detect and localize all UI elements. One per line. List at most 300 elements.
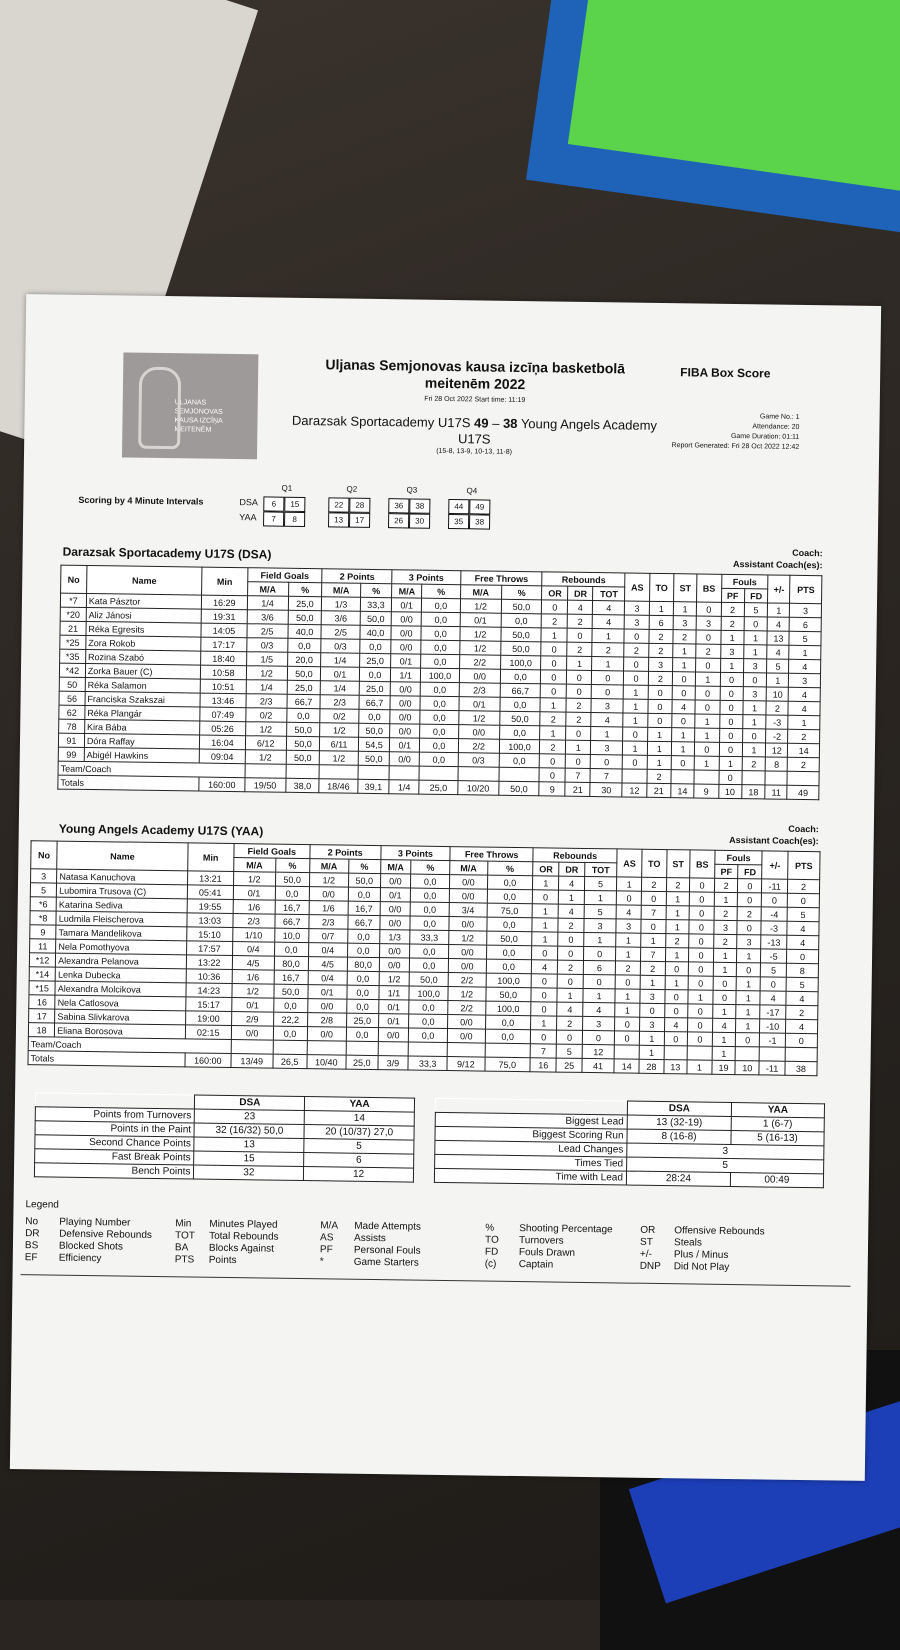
total-cell: 13/49	[231, 1054, 273, 1069]
stat-cell: 0	[719, 770, 742, 784]
total-cell: 26,5	[273, 1054, 307, 1068]
stat-cell: 1	[649, 601, 673, 615]
divider	[21, 1274, 851, 1287]
quarter-label: Q1	[281, 483, 293, 493]
stat-cell: 2	[540, 740, 566, 754]
quarter-label: Q2	[346, 484, 358, 494]
total-cell: 13	[664, 1060, 688, 1074]
stat-cell: 4	[787, 935, 819, 949]
stat-cell: 4	[531, 960, 557, 974]
stat-cell: 7	[565, 768, 590, 782]
stat-cell: 1	[695, 728, 720, 742]
legend-value: Captain	[518, 1259, 554, 1271]
column-header: +/-	[762, 851, 788, 879]
column-subheader: %	[411, 860, 450, 875]
total-cell: 14	[614, 1059, 639, 1073]
stat-cell: 0,0	[359, 709, 391, 723]
stat-cell: 0	[532, 890, 558, 904]
stat-cell: 0	[787, 893, 819, 907]
stat-cell: 0/0	[450, 875, 488, 890]
stat-cell: 2	[566, 712, 591, 726]
stat-cell: 0	[744, 617, 768, 631]
total-cell: 160:00	[199, 777, 245, 792]
legend-value: Personal Fouls	[353, 1244, 421, 1257]
column-header: Name	[86, 565, 202, 595]
stat-cell: 0,0	[421, 612, 460, 627]
team2-coaches: Coach: Assistant Coach(es):	[729, 823, 819, 847]
stat-cell: 19:55	[187, 899, 233, 914]
team1-box-table	[57, 565, 822, 801]
stat-cell: 0	[592, 671, 624, 685]
stat-cell: 1	[624, 685, 649, 699]
stat-cell: 1	[541, 628, 567, 642]
legend-value: Plus / Minus	[673, 1249, 729, 1261]
empty-cell	[499, 767, 540, 782]
stat-cell: 0,0	[420, 710, 459, 725]
team1-coaches: Coach: Assistant Coach(es):	[732, 547, 823, 571]
stat-cell: *8	[30, 911, 56, 925]
stat-cell: 0,0	[411, 874, 450, 889]
stat-cell: 4	[593, 615, 625, 629]
stat-cell: 0	[689, 920, 714, 934]
stat-cell: 3	[737, 935, 761, 949]
stat-cell: 0/0	[380, 916, 411, 930]
stat-cell: 0	[785, 1033, 817, 1047]
stat-cell: 0/7	[308, 929, 347, 944]
legend-key: No	[25, 1216, 39, 1228]
stat-cell: 18:40	[201, 651, 247, 666]
stat-cell: 0	[672, 686, 695, 700]
stat-cell: 1/2	[233, 872, 275, 887]
stat-cell: 0	[688, 962, 713, 976]
stat-cell: 02:15	[185, 1025, 231, 1040]
stat-cell: 80,0	[274, 956, 308, 970]
stat-cell: 0	[713, 976, 737, 990]
stat-cell: 1	[532, 918, 558, 932]
stat-cell: 2	[649, 629, 673, 643]
stat-cell: 0/1	[391, 654, 421, 668]
empty-cell	[245, 764, 286, 779]
quarter-label: Q3	[406, 485, 418, 495]
stat-cell: 19:00	[185, 1011, 231, 1026]
stat-cell: 1/2	[449, 931, 487, 946]
stat-cell: 7	[530, 1044, 556, 1058]
stat-cell: 4	[785, 1019, 817, 1033]
stat-cell: 2/3	[233, 914, 275, 929]
stat-cell: 0	[736, 1033, 760, 1047]
stat-cell: 1	[647, 727, 671, 741]
stat-cell: 25,0	[288, 596, 322, 610]
stat-cell: 0	[696, 630, 721, 644]
stat-cell: 6	[583, 960, 616, 974]
stat-cell: 14:23	[186, 983, 232, 998]
stat-cell: 3	[789, 673, 821, 687]
stat-cell: 1	[623, 699, 648, 713]
stat-cell: 1/10	[233, 928, 275, 943]
stat-cell: 1	[566, 740, 591, 754]
stat-cell: 3	[720, 644, 743, 658]
stat-cell: 0/0	[379, 958, 410, 972]
stat-cell: 4	[593, 601, 625, 615]
interval-score: 35	[448, 514, 469, 529]
stat-cell: 0	[695, 700, 720, 714]
empty-cell	[735, 1047, 759, 1061]
stat-cell: 2	[786, 1005, 818, 1019]
stat-cell: 13	[767, 631, 789, 645]
player-name: Natasa Kanuchova	[57, 869, 188, 885]
team2-title: Young Angels Academy U17S (YAA)	[58, 821, 264, 839]
empty-cell	[231, 1040, 273, 1055]
stat-cell: 0	[624, 671, 649, 685]
stat-cell: 0	[648, 713, 672, 727]
stat-cell: 1/6	[309, 901, 348, 916]
stat-cell: 0	[592, 685, 624, 699]
stat-row: Points from Turnovers 23 14	[35, 1107, 414, 1126]
column-header: Free Throws	[460, 571, 542, 586]
empty-cell	[358, 765, 390, 779]
stat-cell: 1/2	[320, 751, 359, 766]
stat-cell: 1/2	[245, 722, 286, 737]
stat-cell: 13:21	[187, 871, 233, 886]
stat-cell: 1	[540, 726, 566, 740]
empty-cell	[447, 1043, 485, 1058]
stat-cell: 6/12	[245, 736, 286, 751]
stat-cell: 6/11	[320, 737, 359, 752]
stat-cell: 5	[556, 1044, 582, 1058]
legend-value: Blocked Shots	[58, 1240, 123, 1253]
column-header: PTS	[790, 575, 822, 603]
stat-cell: 2	[557, 1016, 583, 1030]
stat-cell: 1/2	[460, 641, 501, 656]
stat-cell: 1	[673, 658, 696, 672]
stat-cell: 1	[533, 876, 559, 890]
quarter-scores: (15-8, 13-9, 10-13, 11-8)	[436, 447, 513, 456]
stat-cell: 25,0	[346, 1013, 378, 1027]
empty-cell	[787, 771, 819, 785]
stat-cell: 3	[31, 869, 57, 883]
column-header: Min	[202, 567, 248, 596]
stat-cell: 14:05	[201, 623, 247, 638]
stat-cell: 2	[648, 671, 672, 685]
stat-cell: 0,0	[501, 613, 542, 628]
stat-cell: 100,0	[421, 668, 460, 683]
stat-cell: 4	[767, 645, 789, 659]
stat-cell: 7	[641, 947, 666, 961]
stat-cell: 3/6	[247, 610, 288, 625]
stat-cell: 1	[641, 933, 666, 947]
player-name: Réka Plangár	[85, 705, 200, 721]
stat-cell: 4	[616, 905, 641, 919]
stat-cell: 2/5	[247, 624, 288, 639]
stat-cell: 0	[615, 1017, 640, 1031]
stat-cell: 1/3	[379, 930, 410, 944]
stat-cell: 1	[743, 645, 767, 659]
stat-cell: 75,0	[487, 903, 533, 918]
stat-cell: 1	[559, 890, 585, 904]
stat-cell: 2/9	[231, 1012, 273, 1027]
stat-cell: 0/0	[449, 945, 487, 960]
column-header: AS	[617, 849, 642, 877]
stat-cell: 50,0	[287, 666, 321, 680]
legend-key: (c)	[484, 1258, 497, 1270]
stat-cell: -11	[762, 879, 788, 893]
stat-cell: 0/1	[232, 998, 274, 1013]
stat-cell: 0	[687, 1032, 712, 1046]
stat-cell: 2/3	[320, 695, 359, 710]
stat-cell: 12	[582, 1044, 615, 1058]
stat-cell: 1/2	[309, 873, 348, 888]
empty-cell	[389, 766, 419, 780]
total-cell: 21	[565, 782, 590, 796]
stat-cell: 1	[736, 1019, 760, 1033]
stat-row: Times Tied 5	[435, 1154, 824, 1173]
stat-cell: 0,0	[486, 959, 532, 974]
stat-cell: 16:04	[200, 735, 246, 750]
stat-cell: 1	[666, 920, 690, 934]
stat-cell: 10,0	[274, 928, 308, 942]
stat-cell: 0	[648, 699, 672, 713]
column-header: BS	[690, 850, 715, 878]
legend-key: EF	[24, 1252, 38, 1264]
stat-cell: 1	[736, 991, 760, 1005]
stat-cell: 2	[714, 906, 738, 920]
stat-cell: 0	[617, 891, 642, 905]
stat-cell: 3	[743, 659, 767, 673]
total-cell: 18/46	[319, 779, 358, 794]
stat-cell: 0	[694, 742, 719, 756]
stat-cell: 0,0	[409, 1014, 448, 1029]
total-cell: 28	[639, 1059, 664, 1073]
stat-cell: 1	[743, 701, 767, 715]
legend-key: TO	[485, 1234, 499, 1246]
stat-cell: 2	[649, 643, 673, 657]
stat-cell: 0/1	[392, 598, 422, 612]
total-cell: 10/20	[458, 781, 499, 796]
stat-cell: 3	[616, 919, 641, 933]
total-cell: 16	[530, 1058, 556, 1072]
column-subheader: M/A	[309, 859, 348, 874]
stat-cell: 17	[29, 1009, 55, 1023]
stat-cell: 1	[721, 630, 744, 644]
stat-cell: 1	[583, 988, 616, 1002]
player-name: Nela Catlosova	[55, 995, 186, 1011]
stat-cell: 4	[712, 1018, 736, 1032]
stat-cell: 2	[642, 877, 667, 891]
column-subheader: M/A	[380, 860, 411, 874]
stat-cell: 2	[624, 643, 649, 657]
stat-cell: 0,0	[485, 1015, 531, 1030]
stat-cell: 0	[583, 946, 616, 960]
stat-cell: 1	[532, 904, 558, 918]
legend-value: Did Not Play	[673, 1261, 730, 1273]
stat-cell: 0/0	[448, 1029, 486, 1044]
stat-cell: 33,3	[410, 930, 449, 945]
column-header: 2 Points	[322, 569, 392, 584]
stat-cell: 0	[640, 1003, 665, 1017]
player-name: Dóra Raffay	[84, 733, 199, 749]
stat-cell: 0,0	[346, 1027, 378, 1041]
stat-cell: 2	[742, 757, 766, 771]
stat-cell: 0	[623, 755, 648, 769]
stat-cell: 80,0	[347, 957, 379, 971]
empty-cell	[346, 1041, 378, 1055]
team-label-dsa: DSA	[239, 497, 258, 508]
stat-cell: 1/6	[233, 900, 275, 915]
stat-cell: 0	[623, 727, 648, 741]
stat-cell: 0/1	[378, 1000, 409, 1014]
stat-cell: 3	[591, 741, 623, 755]
stat-cell: 10:51	[200, 679, 246, 694]
stat-cell: 0	[541, 684, 567, 698]
game-date: Fri 28 Oct 2022 Start time: 11:19	[424, 395, 526, 405]
stat-cell: 1	[742, 743, 766, 757]
legend-value: Turnovers	[519, 1235, 564, 1247]
empty-cell	[687, 1046, 712, 1060]
stat-cell: 0/0	[391, 626, 421, 640]
stat-cell: 4	[788, 701, 820, 715]
stat-cell: 1	[768, 603, 790, 617]
column-header: TO	[649, 573, 674, 601]
stat-cell: 5	[786, 977, 818, 991]
total-cell: 160:00	[185, 1053, 231, 1068]
stat-cell: 66,7	[359, 695, 391, 709]
stat-cell: 4	[672, 700, 695, 714]
legend-value: Total Rebounds	[209, 1230, 279, 1243]
empty-cell	[419, 766, 458, 781]
stat-cell: 0/0	[458, 725, 499, 740]
total-cell: 41	[582, 1058, 615, 1072]
stat-cell: 7	[590, 769, 622, 783]
stat-row: Lead Changes 3	[435, 1140, 824, 1159]
box-score-sheet	[10, 294, 881, 1481]
stat-cell: 2	[567, 642, 592, 656]
stat-cell: 17:17	[201, 637, 247, 652]
stat-cell: 0/3	[321, 639, 360, 654]
stat-cell: 6	[790, 617, 822, 631]
stat-cell: 0	[558, 946, 584, 960]
column-subheader: PF	[721, 588, 744, 602]
stat-cell: -13	[761, 935, 787, 949]
empty-cell	[742, 771, 766, 785]
legend-value: Fouls Drawn	[518, 1247, 576, 1259]
legend-key: BA	[174, 1242, 189, 1254]
stat-cell: *12	[29, 953, 55, 967]
stat-cell: 91	[58, 733, 84, 747]
team1-title: Darazsak Sportacademy U17S (DSA)	[62, 544, 272, 562]
stat-cell: 3/6	[322, 611, 361, 626]
interval-score: 8	[284, 512, 305, 527]
stat-cell: 0/1	[378, 1014, 409, 1028]
stat-cell: 0,0	[274, 942, 308, 956]
column-subheader: TOT	[593, 587, 625, 601]
stat-cell: 0/4	[308, 971, 347, 986]
stat-cell: 25,0	[287, 680, 321, 694]
column-header: PTS	[788, 851, 820, 879]
stat-cell: 1	[671, 742, 694, 756]
stat-cell: 99	[58, 747, 84, 761]
stat-cell: 2	[788, 757, 820, 771]
stat-cell: 15:17	[185, 997, 231, 1012]
stat-cell: 19:31	[201, 609, 247, 624]
legend-value: Shooting Percentage	[519, 1223, 613, 1236]
stat-cell: 0,0	[420, 682, 459, 697]
stat-cell: 0	[567, 628, 592, 642]
stat-cell: 16:29	[202, 595, 248, 610]
stat-cell: 0/0	[380, 902, 411, 916]
player-name: Eliana Borosova	[55, 1023, 186, 1039]
stat-cell: 4	[787, 921, 819, 935]
column-header: ST	[666, 850, 690, 878]
stat-cell: 100,0	[500, 655, 541, 670]
stat-cell: 3	[640, 989, 665, 1003]
stat-cell: 1/2	[232, 984, 274, 999]
total-cell: 21	[647, 783, 671, 797]
total-cell: 1/4	[389, 780, 419, 794]
stat-cell: -17	[760, 1005, 786, 1019]
stat-cell: 2	[665, 934, 689, 948]
total-cell: 10/40	[307, 1055, 346, 1070]
stat-cell: 100,0	[499, 739, 540, 754]
stat-cell: 33,3	[360, 597, 392, 611]
stat-cell: 2/8	[307, 1013, 346, 1028]
stat-cell: 0	[671, 756, 694, 770]
stat-cell: -4	[761, 907, 787, 921]
team-coach-label: Team/Coach	[28, 1037, 231, 1054]
total-cell: 50,0	[498, 781, 539, 796]
stat-cell: 0/0	[231, 1026, 273, 1041]
stat-cell: 3	[673, 616, 696, 630]
stat-cell: 1	[531, 1016, 557, 1030]
stat-cell: 1	[666, 906, 690, 920]
column-header: Fouls	[721, 574, 768, 589]
column-subheader: M/A	[322, 583, 361, 598]
stat-cell: 1/2	[448, 987, 486, 1002]
player-name: Rozina Szabó	[85, 649, 200, 665]
column-header: 2 Points	[310, 845, 381, 860]
stat-cell: 1	[736, 1005, 760, 1019]
stat-cell: 0/0	[390, 696, 420, 710]
legend-key: Min	[175, 1218, 192, 1230]
stat-cell: 13:03	[187, 913, 233, 928]
stat-cell: 2	[787, 879, 819, 893]
stat-cell: 2	[714, 878, 738, 892]
column-subheader: DR	[559, 862, 585, 876]
player-name: Zora Rokob	[86, 635, 201, 651]
stat-cell: 3/4	[449, 903, 487, 918]
stat-cell: 0/1	[459, 697, 500, 712]
stat-cell: 2	[714, 934, 738, 948]
player-name: Lubomira Trusova (C)	[57, 883, 188, 899]
stat-cell: 66,7	[500, 683, 541, 698]
stat-cell: 0,0	[500, 669, 541, 684]
stat-cell: 2/3	[246, 694, 287, 709]
total-cell: 11	[765, 785, 787, 799]
player-name: Réka Salamon	[85, 677, 200, 693]
stat-cell: 0/3	[458, 753, 499, 768]
stat-cell: 2	[616, 961, 641, 975]
column-subheader: %	[422, 584, 461, 599]
total-cell: 18	[741, 785, 765, 799]
stat-cell: 0/0	[390, 710, 420, 724]
stat-cell: 4/5	[232, 956, 274, 971]
player-name: Katarina Sediva	[56, 897, 187, 913]
total-cell: 19/50	[244, 778, 285, 793]
team-stats-right: DSA YAA Biggest Lead 13 (32-19) 1 (6-7) Biggest Scoring Run 8 (16-8) 5 (16-13) Lead Changes 3 Times Tied 5 Time with Lead 28:24 00:49	[434, 1098, 825, 1188]
stat-cell: 0	[672, 714, 695, 728]
stat-cell: 8	[786, 963, 818, 977]
stat-cell: 0	[719, 714, 742, 728]
stat-cell: 5	[744, 603, 768, 617]
